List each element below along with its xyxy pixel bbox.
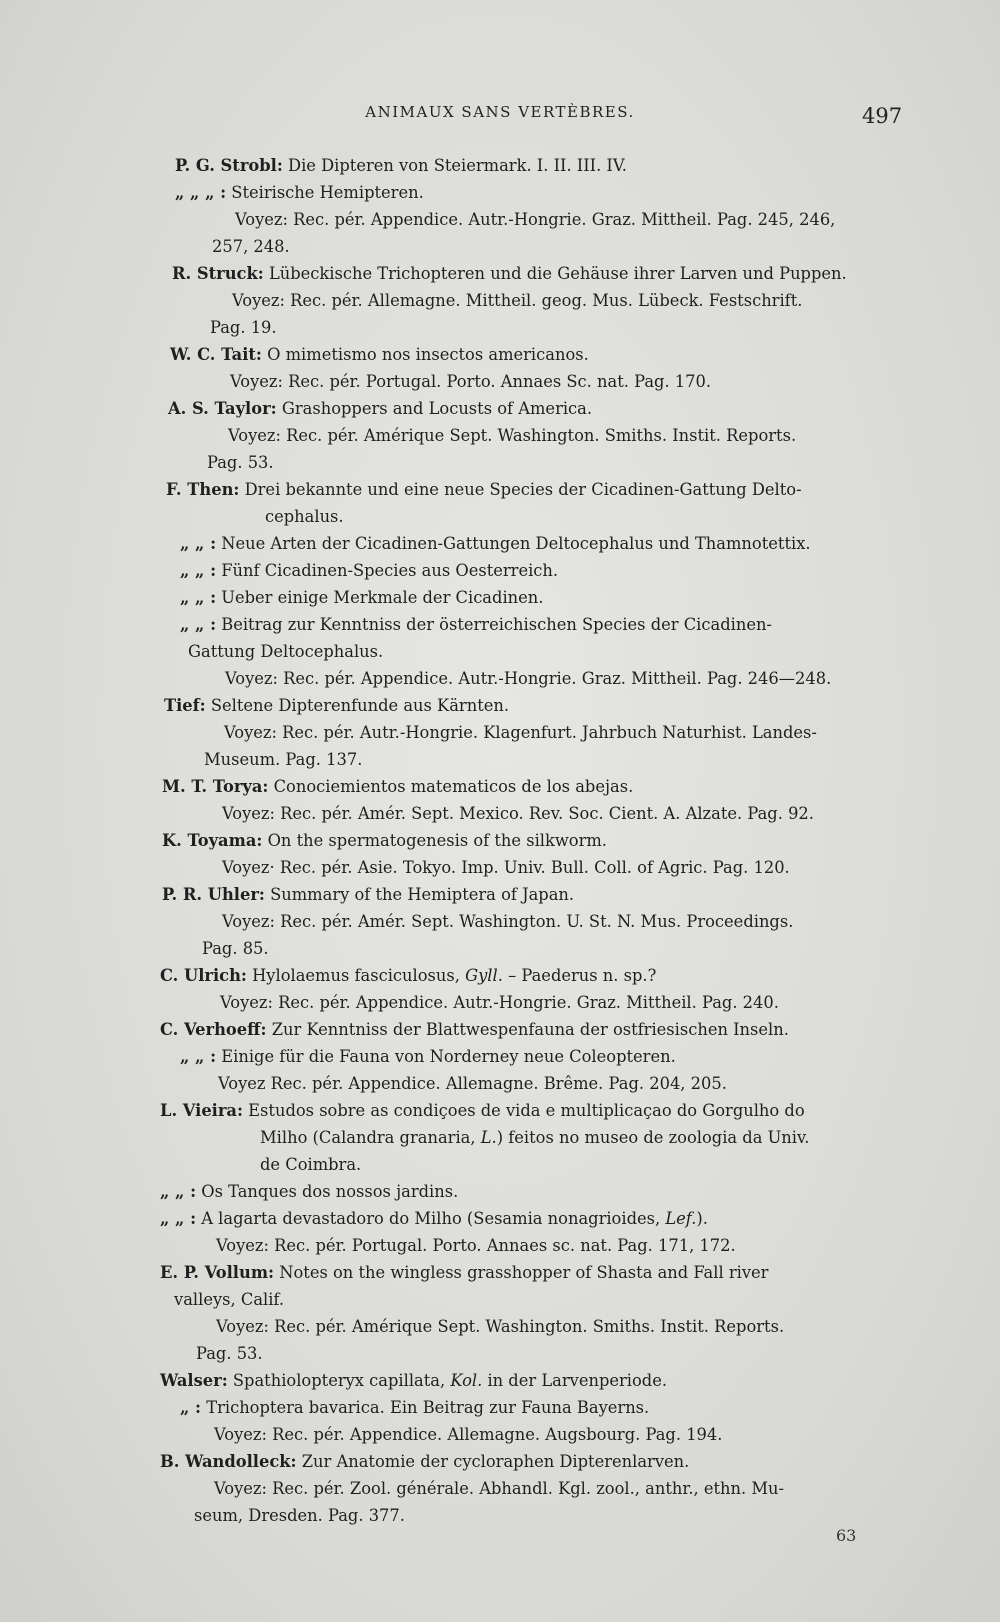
entry-text-continued: – Paederus n. sp.? [502, 966, 657, 985]
entry-text: Voyez: Rec. pér. Appendice. Autr.-Hongrie. Graz. Mittheil. Pag. 246—248. [225, 669, 832, 688]
entry-text: Die Dipteren von Steiermark. I. II. III. IV. [282, 156, 627, 175]
signature-mark: 63 [836, 1526, 857, 1545]
entry-italic: Lef. [665, 1209, 697, 1228]
entry-text: Voyez: Rec. pér. Autr.-Hongrie. Klagenfurt. Jahrbuch Naturhist. Landes- [224, 723, 817, 742]
entry-text: Voyez: Rec. pér. Portugal. Porto. Annaes Sc. nat. Pag. 170. [230, 372, 712, 391]
entry-italic: Gyll. [465, 966, 503, 985]
entry-continuation-line [160, 1070, 910, 1097]
entry-text: Museum. Pag. 137. [204, 750, 363, 769]
entry-continuation-line [160, 1286, 910, 1313]
entry-author: C. Ulrich: [160, 966, 247, 985]
entry-author: B. Wandolleck: [160, 1452, 297, 1471]
entry-author: „ „ : [180, 615, 217, 634]
entry-continuation-line [160, 746, 910, 773]
entry-line [160, 881, 910, 908]
entry-text-continued: ) feitos no museo de zoologia da Univ. [496, 1128, 810, 1147]
entry-text: Steirische Hemipteren. [226, 183, 424, 202]
entry-text: Voyez Rec. pér. Appendice. Allemagne. Brême. Pag. 204, 205. [218, 1074, 727, 1093]
entry-text: Einige für die Fauna von Norderney neue Coleopteren. [216, 1047, 676, 1066]
entry-text: Voyez: Rec. pér. Portugal. Porto. Annaes sc. nat. Pag. 171, 172. [216, 1236, 736, 1255]
entry-text: On the spermatogenesis of the silkworm. [262, 831, 607, 850]
running-header: ANIMAUX SANS VERTÈBRES. [365, 103, 635, 121]
entry-text: Pag. 19. [210, 318, 277, 337]
entry-text: Fünf Cicadinen-Species aus Oesterreich. [216, 561, 559, 580]
entry-continuation-line [160, 719, 910, 746]
entry-author: „ „ : [180, 561, 217, 580]
entry-continuation-line [160, 503, 910, 530]
entry-continuation-line [160, 665, 910, 692]
entry-text: Estudos sobre as condiçoes de vida e multiplicaçao do Gorgulho do [243, 1101, 805, 1120]
entry-text: Hylolaemus fasciculosus, [246, 966, 466, 985]
entry-text: Voyez: Rec. pér. Amérique Sept. Washington. Smiths. Instit. Reports. [216, 1317, 785, 1336]
entry-continuation-line [160, 206, 910, 233]
entry-author: „ „ : [180, 588, 217, 607]
entry-line [160, 611, 910, 638]
entry-line [160, 1448, 910, 1475]
entry-text: 257, 248. [212, 237, 290, 256]
entry-continuation-line [160, 1232, 910, 1259]
entry-author: M. T. Torya: [162, 777, 269, 796]
entry-continuation-line [160, 989, 910, 1016]
entry-text: seum, Dresden. Pag. 377. [194, 1506, 405, 1525]
entry-text: Ueber einige Merkmale der Cicadinen. [216, 588, 544, 607]
entry-text: O mimetismo nos insectos americanos. [261, 345, 589, 364]
entry-text-continued: ). [696, 1209, 708, 1228]
entry-text: Pag. 85. [202, 939, 269, 958]
entry-text: Voyez· Rec. pér. Asie. Tokyo. Imp. Univ. Bull. Coll. of Agric. Pag. 120. [222, 858, 790, 877]
entry-text: Summary of the Hemiptera of Japan. [264, 885, 575, 904]
entry-line [160, 827, 910, 854]
entry-line [160, 1178, 910, 1205]
entry-line [160, 692, 910, 719]
entry-author: Walser: [160, 1371, 228, 1390]
entry-line [160, 179, 910, 206]
entry-text: Voyez: Rec. pér. Zool. générale. Abhandl. Kgl. zool., anthr., ethn. Mu- [214, 1479, 785, 1498]
entry-continuation-line [160, 368, 910, 395]
entry-line [160, 1394, 910, 1421]
entry-text: Neue Arten der Cicadinen-Gattungen Deltocephalus und Thamnotettix. [216, 534, 811, 553]
entry-continuation-line [160, 1421, 910, 1448]
entry-text: Voyez: Rec. pér. Amérique Sept. Washington. Smiths. Instit. Reports. [228, 426, 797, 445]
entry-line [160, 557, 910, 584]
entry-continuation-line [160, 935, 910, 962]
entry-text: Os Tanques dos nossos jardins. [196, 1182, 459, 1201]
entry-line [160, 395, 910, 422]
entry-author: Tief: [164, 696, 206, 715]
entry-text: Conociemientos matematicos de los abejas. [268, 777, 634, 796]
entry-continuation-line [160, 314, 910, 341]
entry-continuation-line [160, 233, 910, 260]
entry-text-continued: in der Larvenperiode. [482, 1371, 668, 1390]
entry-author: „ „ : [160, 1182, 197, 1201]
entry-author: E. P. Vollum: [160, 1263, 275, 1282]
entry-text: de Coimbra. [260, 1155, 362, 1174]
entry-continuation-line [160, 908, 910, 935]
entry-text: A lagarta devastadoro do Milho (Sesamia nonagrioides, [196, 1209, 666, 1228]
entry-author: C. Verhoeff: [160, 1020, 267, 1039]
entry-line [160, 1367, 910, 1394]
entry-author: F. Then: [166, 480, 240, 499]
entry-italic: L. [480, 1128, 497, 1147]
entry-line [160, 962, 910, 989]
entry-text: Gattung Deltocephalus. [188, 642, 384, 661]
entry-text: Pag. 53. [196, 1344, 263, 1363]
page-number: 497 [862, 104, 903, 128]
entry-line [160, 152, 910, 179]
entry-line [160, 1259, 910, 1286]
entry-line [160, 476, 910, 503]
entry-line [160, 1205, 910, 1232]
entry-text: Seltene Dipterenfunde aus Kärnten. [205, 696, 510, 715]
entry-author: „ „ „ : [175, 183, 227, 202]
entry-line [160, 260, 910, 287]
entry-author: „ „ : [180, 1047, 217, 1066]
entry-italic: Kol. [450, 1371, 483, 1390]
entry-text: Voyez: Rec. pér. Allemagne. Mittheil. geog. Mus. Lübeck. Festschrift. [232, 291, 803, 310]
entry-author: R. Struck: [172, 264, 264, 283]
entry-author: „ : [180, 1398, 202, 1417]
entry-text: Milho (Calandra granaria, [260, 1128, 481, 1147]
entry-continuation-line [160, 1124, 910, 1151]
entry-continuation-line [160, 854, 910, 881]
entry-continuation-line [160, 638, 910, 665]
entry-continuation-line [160, 287, 910, 314]
entry-author: „ „ : [160, 1209, 197, 1228]
entry-author: „ „ : [180, 534, 217, 553]
entry-text: Voyez: Rec. pér. Appendice. Allemagne. Augsbourg. Pag. 194. [214, 1425, 723, 1444]
entry-continuation-line [160, 1475, 910, 1502]
entry-author: P. G. Strobl: [175, 156, 283, 175]
entry-author: P. R. Uhler: [162, 885, 265, 904]
entry-line [160, 773, 910, 800]
entry-author: W. C. Tait: [170, 345, 262, 364]
entry-line [160, 1016, 910, 1043]
entry-line [160, 584, 910, 611]
entry-continuation-line [160, 800, 910, 827]
entry-text: valleys, Calif. [174, 1290, 285, 1309]
entry-text: Pag. 53. [207, 453, 274, 472]
entry-text: Notes on the wingless grasshopper of Shasta and Fall river [274, 1263, 769, 1282]
entry-text: Beitrag zur Kenntniss der österreichischen Species der Cicadinen- [216, 615, 772, 634]
entry-continuation-line [160, 449, 910, 476]
entry-text: Voyez: Rec. pér. Appendice. Autr.-Hongrie. Graz. Mittheil. Pag. 240. [220, 993, 779, 1012]
entry-continuation-line [160, 1313, 910, 1340]
entry-author: K. Toyama: [162, 831, 263, 850]
entry-text: Lübeckische Trichopteren und die Gehäuse ihrer Larven und Puppen. [263, 264, 847, 283]
entry-continuation-line [160, 1502, 910, 1529]
entry-text: Voyez: Rec. pér. Appendice. Autr.-Hongrie. Graz. Mittheil. Pag. 245, 246, [235, 210, 836, 229]
entry-text: Voyez: Rec. pér. Amér. Sept. Washington. U. St. N. Mus. Proceedings. [222, 912, 794, 931]
bibliography-list [160, 152, 910, 1529]
entry-text: Zur Kenntniss der Blattwespenfauna der ostfriesischen Inseln. [266, 1020, 789, 1039]
entry-text: Spathiolopteryx capillata, [227, 1371, 451, 1390]
entry-continuation-line [160, 422, 910, 449]
entry-text: Grashoppers and Locusts of America. [276, 399, 593, 418]
entry-line [160, 530, 910, 557]
entry-continuation-line [160, 1340, 910, 1367]
entry-author: L. Vieira: [160, 1101, 243, 1120]
entry-text: Drei bekannte und eine neue Species der Cicadinen-Gattung Delto- [239, 480, 802, 499]
entry-continuation-line [160, 1151, 910, 1178]
entry-text: Voyez: Rec. pér. Amér. Sept. Mexico. Rev. Soc. Cient. A. Alzate. Pag. 92. [222, 804, 814, 823]
entry-text: Trichoptera bavarica. Ein Beitrag zur Fauna Bayerns. [201, 1398, 650, 1417]
entry-line [160, 1097, 910, 1124]
entry-line [160, 1043, 910, 1070]
entry-text: Zur Anatomie der cycloraphen Dipterenlarven. [296, 1452, 690, 1471]
entry-author: A. S. Taylor: [168, 399, 277, 418]
entry-text: cephalus. [265, 507, 344, 526]
entry-line [160, 341, 910, 368]
